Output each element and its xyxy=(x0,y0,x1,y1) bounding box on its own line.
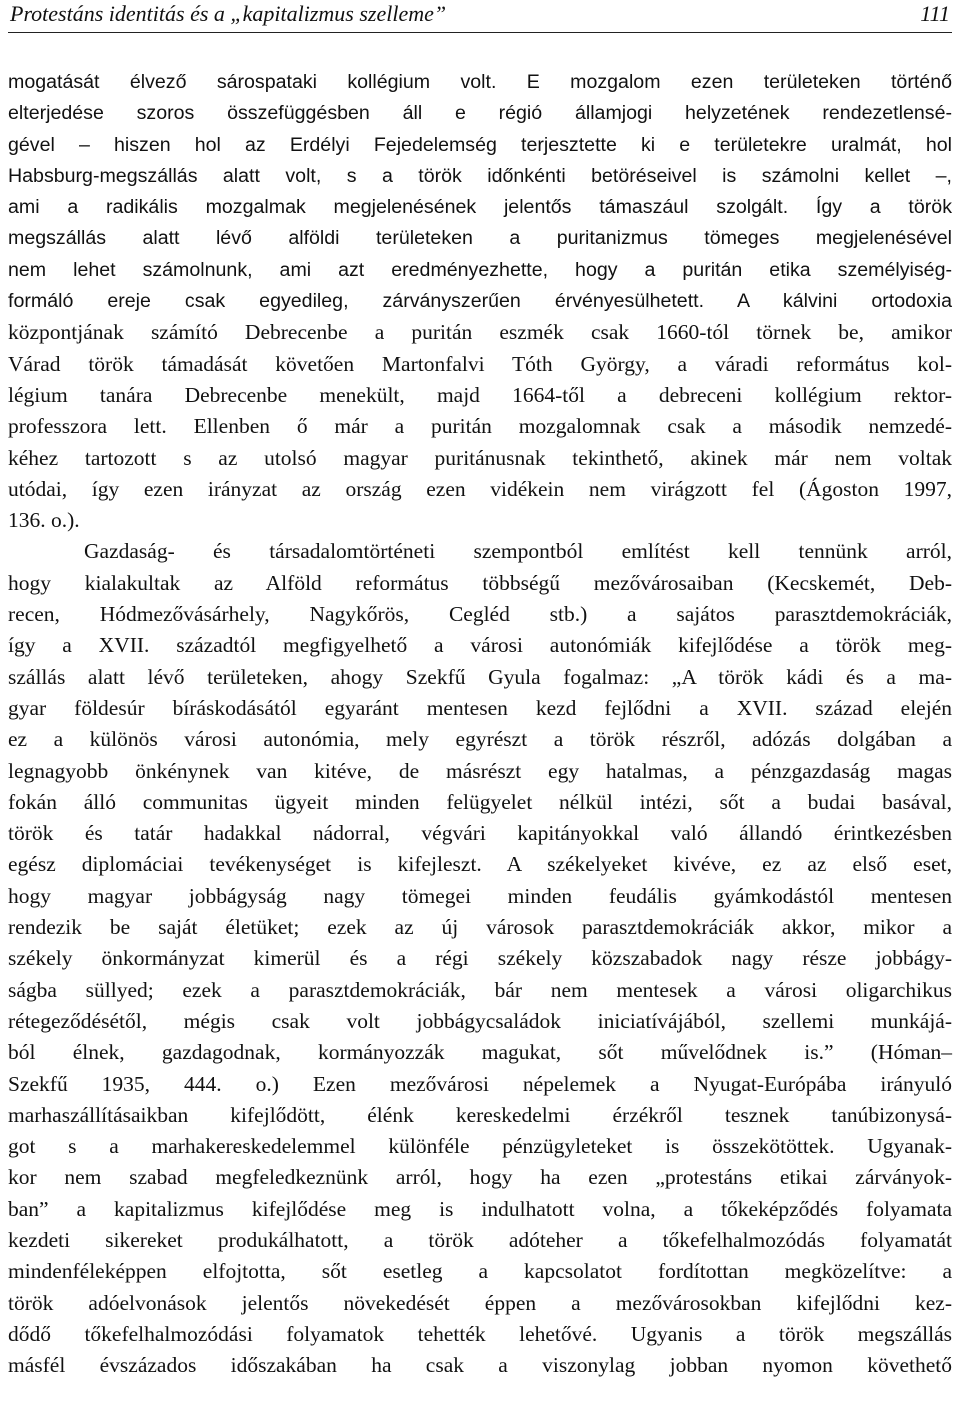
text-line: másfél évszázados időszakában ha csak a viszonylag jobban nyomon követhető xyxy=(8,1353,952,1378)
text-line: dődő tőkefelhalmozódási folyamatok tehették lehetővé. Ugyanis a török megszállás xyxy=(8,1321,952,1346)
text-line: legnagyobb önkénynek van kitéve, de másrészt egy hatalmas, a pénzgazdaság magas xyxy=(8,758,952,783)
text-line: Szekfű 1935, 444. o.) Ezen mezővárosi népelemek a Nyugat-Európába irányuló xyxy=(8,1071,952,1096)
text-line: rétegeződésétől, mégis csak volt jobbágycsaládok iniciatívájából, szellemi munkájá- xyxy=(8,1008,952,1033)
text-line: fokán álló communitas ügyeit minden felügyelet nélkül intézi, sőt a budai basával, xyxy=(8,789,952,814)
running-header xyxy=(8,1,952,44)
text-line: kéhez tartozott s az utolsó magyar puritánusnak tekinthető, akinek már nem voltak xyxy=(8,445,952,470)
text-line: mogatását élvező sárospataki kollégium volt. E mozgalom ezen területeken történő xyxy=(8,71,952,93)
text-line: formáló ereje csak egyedileg, zárványszerűen érvényesülhetett. A kálvini ortodoxia xyxy=(8,290,952,313)
text-line: így a XVII. századtól megfigyelhető a városi autonómiák kifejlődése a török meg- xyxy=(8,633,952,658)
text-line: székely önkormányzat kimerül és a régi székely közszabadok nagy része jobbágy- xyxy=(8,946,952,971)
page-number: 111 xyxy=(920,1,950,26)
running-header-title: Protestáns identitás és a „kapitalizmus szelleme” xyxy=(10,1,447,26)
text-line: ságba süllyed; ezek a parasztdemokráciák, bár nem mentesek a városi oligarchikus xyxy=(8,977,952,1002)
text-line: marhaszállításaikban kifejlődött, élénk kereskedelmi érzékről tesznek tanúbizonysá- xyxy=(8,1102,952,1127)
text-line: hogy magyar jobbágyság nagy tömegei minden feudális gyámkodástól mentesen xyxy=(8,883,952,908)
text-line: elterjedése szoros összefüggésben áll e régió államjogi helyzetének rendezetlensé- xyxy=(8,102,952,125)
text-line: szállás alatt lévő területeken, ahogy Szekfű Gyula fogalmaz: „A török kádi és a ma- xyxy=(8,664,952,689)
text-line: Gazdaság- és társadalomtörténeti szempontból említést kell tennünk arról, xyxy=(84,539,952,564)
text-line: megszállás alatt lévő alföldi területeken a puritanizmus tömeges megjelenésével xyxy=(8,227,952,250)
text-line: nem lehet számolnunk, ami azt eredményezhette, hogy a puritán etika személyiség- xyxy=(8,258,952,281)
text-line: ez a különös városi autonómia, mely egyrészt a török részről, adózás dolgában a xyxy=(8,727,952,752)
text-line: ban” a kapitalizmus kifejlődése meg is indulhatott volna, a tőkeképződés folyamata xyxy=(8,1196,952,1221)
text-line: mindenféleképpen elfojtotta, sőt esetleg a kapcsolatot fordítottan megközelítve: a xyxy=(8,1259,952,1284)
text-line: rendezik be saját életüket; ezek az új városok parasztdemokráciák akkor, mikor a xyxy=(8,915,952,940)
text-line: gyar földesúr bíráskodásától egyaránt mentesen kezd fejlődni a XVII. század elején xyxy=(8,695,952,720)
text-line: Várad török támadását követően Martonfalvi Tóth György, a váradi református kol- xyxy=(8,351,952,376)
text-line: recen, Hódmezővásárhely, Nagykőrös, Cegléd stb.) a sajátos parasztdemokráciák, xyxy=(8,602,952,627)
text-line: központjának számító Debrecenbe a puritán eszmék csak 1660-tól törnek be, amikor xyxy=(8,320,952,345)
text-line: Habsburg-megszállás alatt volt, s a török időnkénti betöréseivel is számolni kellet –, xyxy=(8,164,952,187)
text-line: török adóelvonások jelentős növekedését éppen a mezővárosokban kifejlődni kez- xyxy=(8,1290,952,1315)
text-line: egész diplomáciai tevékenységet is kifejleszt. A székelyeket kivéve, ez az első eset, xyxy=(8,852,952,877)
text-line: got s a marhakereskedelemmel különféle pénzügyleteket is összekötöttek. Ugyanak- xyxy=(8,1134,952,1159)
text-line: ami a radikális mozgalmak megjelenésének jelentős támaszául szolgált. Így a török xyxy=(8,196,952,219)
text-line: török és tatár hadakkal nádorral, végvári kapitányokkal való állandó érintkezésben xyxy=(8,821,952,846)
header-divider xyxy=(8,32,952,33)
text-line: kor nem szabad megfeledkeznünk arról, hogy ha ezen „protestáns etikai zárványok- xyxy=(8,1165,952,1190)
body-text xyxy=(8,67,952,1381)
text-line: 136. o.). xyxy=(8,508,80,533)
text-line: hogy kialakultak az Alföld református többségű mezővárosaiban (Kecskemét, Deb- xyxy=(8,570,952,595)
text-line: ból élnek, gazdagodnak, kormányozzák magukat, sőt művelődnek is.” (Hóman– xyxy=(8,1040,952,1065)
text-line: kezdeti sikereket produkálhatott, a török adóteher a tőkefelhalmozódás folyamatát xyxy=(8,1227,952,1252)
text-line: gével – hiszen hol az Erdélyi Fejedelemség terjesztette ki e területekre uralmát, hol xyxy=(8,133,952,156)
text-line: utódai, így ezen irányzat az ország ezen vidékein nem virágzott fel (Ágoston 1997, xyxy=(8,476,952,501)
text-line: légium tanára Debrecenbe menekült, majd 1664-től a debreceni kollégium rektor- xyxy=(8,382,952,407)
text-line: professzora lett. Ellenben ő már a puritán mozgalomnak csak a második nemzedé- xyxy=(8,414,952,439)
